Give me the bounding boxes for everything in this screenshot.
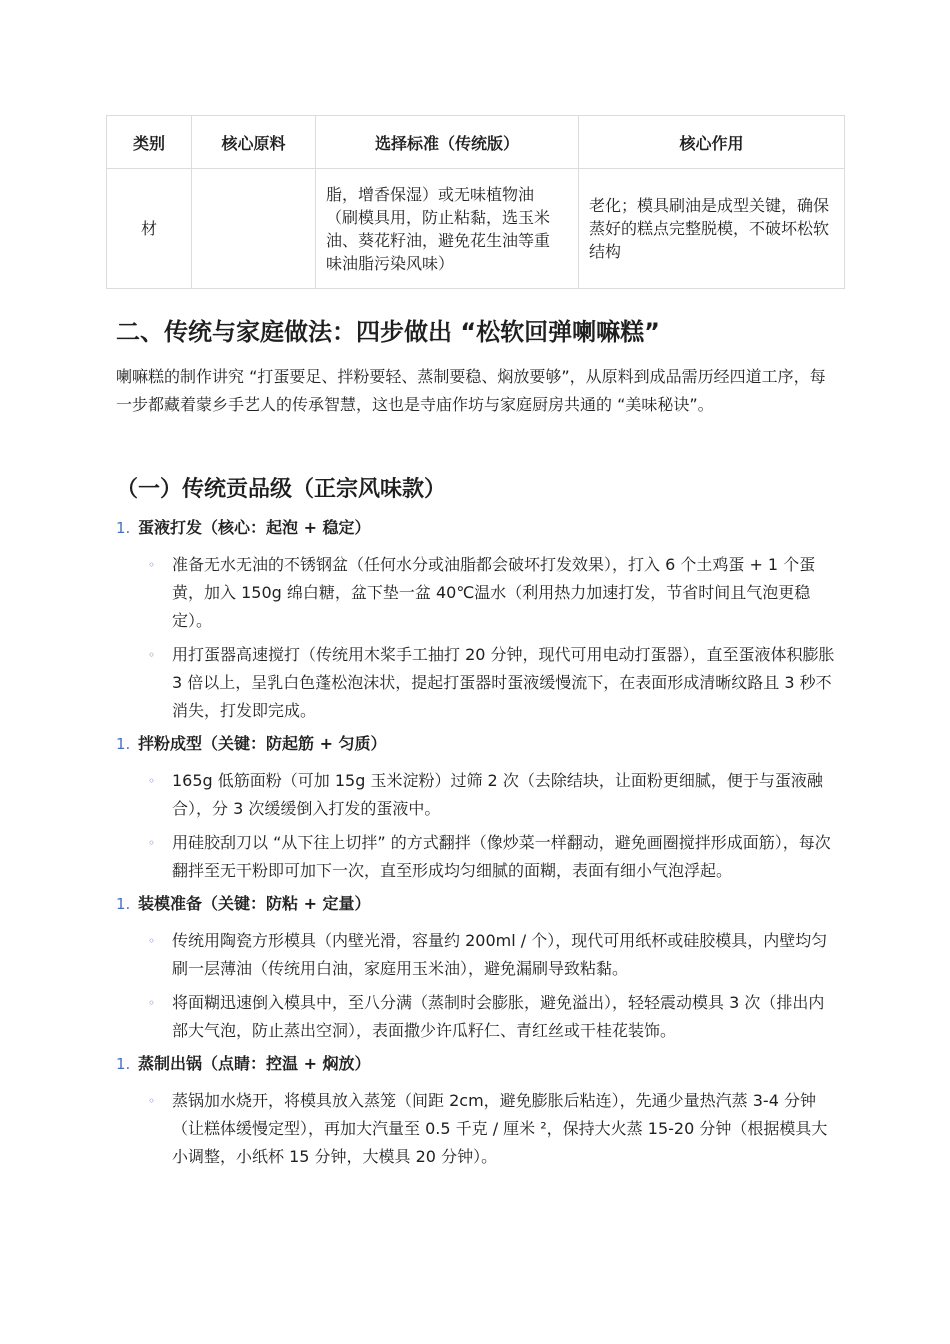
step-title: 蒸制出锅（点睛：控温 + 焖放） [138,1054,371,1073]
bullet-item: ◦ 准备无水无油的不锈钢盆（任何水分或油脂都会破坏打发效果），打入 6 个土鸡蛋 + 1 个蛋黄，加入 150g 绵白糖，盆下垫一盆 40℃温水（利用热力加速打发，节省时间且气泡更稳定）。 [116,551,838,635]
bullet-item: ◦ 蒸锅加水烧开，将模具放入蒸笼（间距 2cm，避免膨胀后粘连），先通少量热汽蒸 3-4 分钟（让糕体缓慢定型），再加大汽量至 0.5 千克 / 厘米 ²，保持大火蒸 15-20 分钟（根据模具大小调整，小纸杯 15 分钟，大模具 20 分钟）。 [116,1087,838,1171]
list-item [116,731,838,885]
step-title: 蛋液打发（核心：起泡 + 稳定） [138,518,371,537]
hollow-bullet-icon: ◦ [148,996,156,1010]
bullet-item: ◦ 用打蛋器高速搅打（传统用木桨手工抽打 20 分钟，现代可用电动打蛋器），直至蛋液体积膨胀 3 倍以上，呈乳白色蓬松泡沫状，提起打蛋器时蛋液缓慢流下，在表面形成清晰纹路且 3 秒不消失，打发即完成。 [116,641,838,725]
list-item [116,1051,838,1171]
steps-list [116,515,838,1177]
bullet-item: ◦ 用硅胶刮刀以 “从下往上切拌” 的方式翻拌（像炒菜一样翻动，避免画圈搅拌形成面筋），每次翻拌至无干粉即可加下一次，直至形成均匀细腻的面糊，表面有细小气泡浮起。 [116,829,838,885]
hollow-bullet-icon: ◦ [148,934,156,948]
table-row [107,169,845,289]
hollow-bullet-icon: ◦ [148,774,156,788]
bullet-item: ◦ 165g 低筋面粉（可加 15g 玉米淀粉）过筛 2 次（去除结块，让面粉更细腻，便于与蛋液融合），分 3 次缓缓倒入打发的蛋液中。 [116,767,838,823]
step-title: 拌粉成型（关键：防起筋 + 匀质） [138,734,387,753]
header-category: 类别 [107,116,192,169]
ingredients-table [106,115,845,289]
step-title: 装模准备（关键：防粘 + 定量） [138,894,371,913]
header-standard: 选择标准（传统版） [316,116,579,169]
bullet-item: ◦ 传统用陶瓷方形模具（内壁光滑，容量约 200ml / 个），现代可用纸杯或硅胶模具，内壁均匀刷一层薄油（传统用白油，家庭用玉米油），避免漏刷导致粘黏。 [116,927,838,983]
bullet-item: ◦ 将面糊迅速倒入模具中，至八分满（蒸制时会膨胀，避免溢出），轻轻震动模具 3 次（排出内部大气泡，防止蒸出空洞），表面撒少许瓜籽仁、青红丝或干桂花装饰。 [116,989,838,1045]
cell-category: 材 [107,169,192,289]
section-title: 二、传统与家庭做法：四步做出 “松软回弹喇嘛糕” [116,318,660,346]
hollow-bullet-icon: ◦ [148,836,156,850]
subsection-title: （一）传统贡品级（正宗风味款） [116,477,447,502]
intro-paragraph: 喇嘛糕的制作讲究 “打蛋要足、拌粉要轻、蒸制要稳、焖放要够”，从原料到成品需历经四道工序，每一步都藏着蒙乡手艺人的传承智慧，这也是寺庙作坊与家庭厨房共通的 “美味秘诀”。 [116,367,826,414]
table-header-row [107,116,845,169]
header-material: 核心原料 [192,116,316,169]
hollow-bullet-icon: ◦ [148,648,156,662]
header-role: 核心作用 [579,116,845,169]
step-number: 1. [116,735,131,753]
step-number: 1. [116,1055,131,1073]
cell-material [192,169,316,289]
cell-standard: 脂，增香保湿）或无味植物油（刷模具用，防止粘黏，选玉米油、葵花籽油，避免花生油等重味油脂污染风味） [316,169,579,289]
list-item [116,515,838,725]
hollow-bullet-icon: ◦ [148,1094,156,1108]
hollow-bullet-icon: ◦ [148,558,156,572]
list-item [116,891,838,1045]
step-number: 1. [116,895,131,913]
cell-role: 老化；模具刷油是成型关键，确保蒸好的糕点完整脱模，不破坏松软结构 [579,169,845,289]
step-number: 1. [116,519,131,537]
